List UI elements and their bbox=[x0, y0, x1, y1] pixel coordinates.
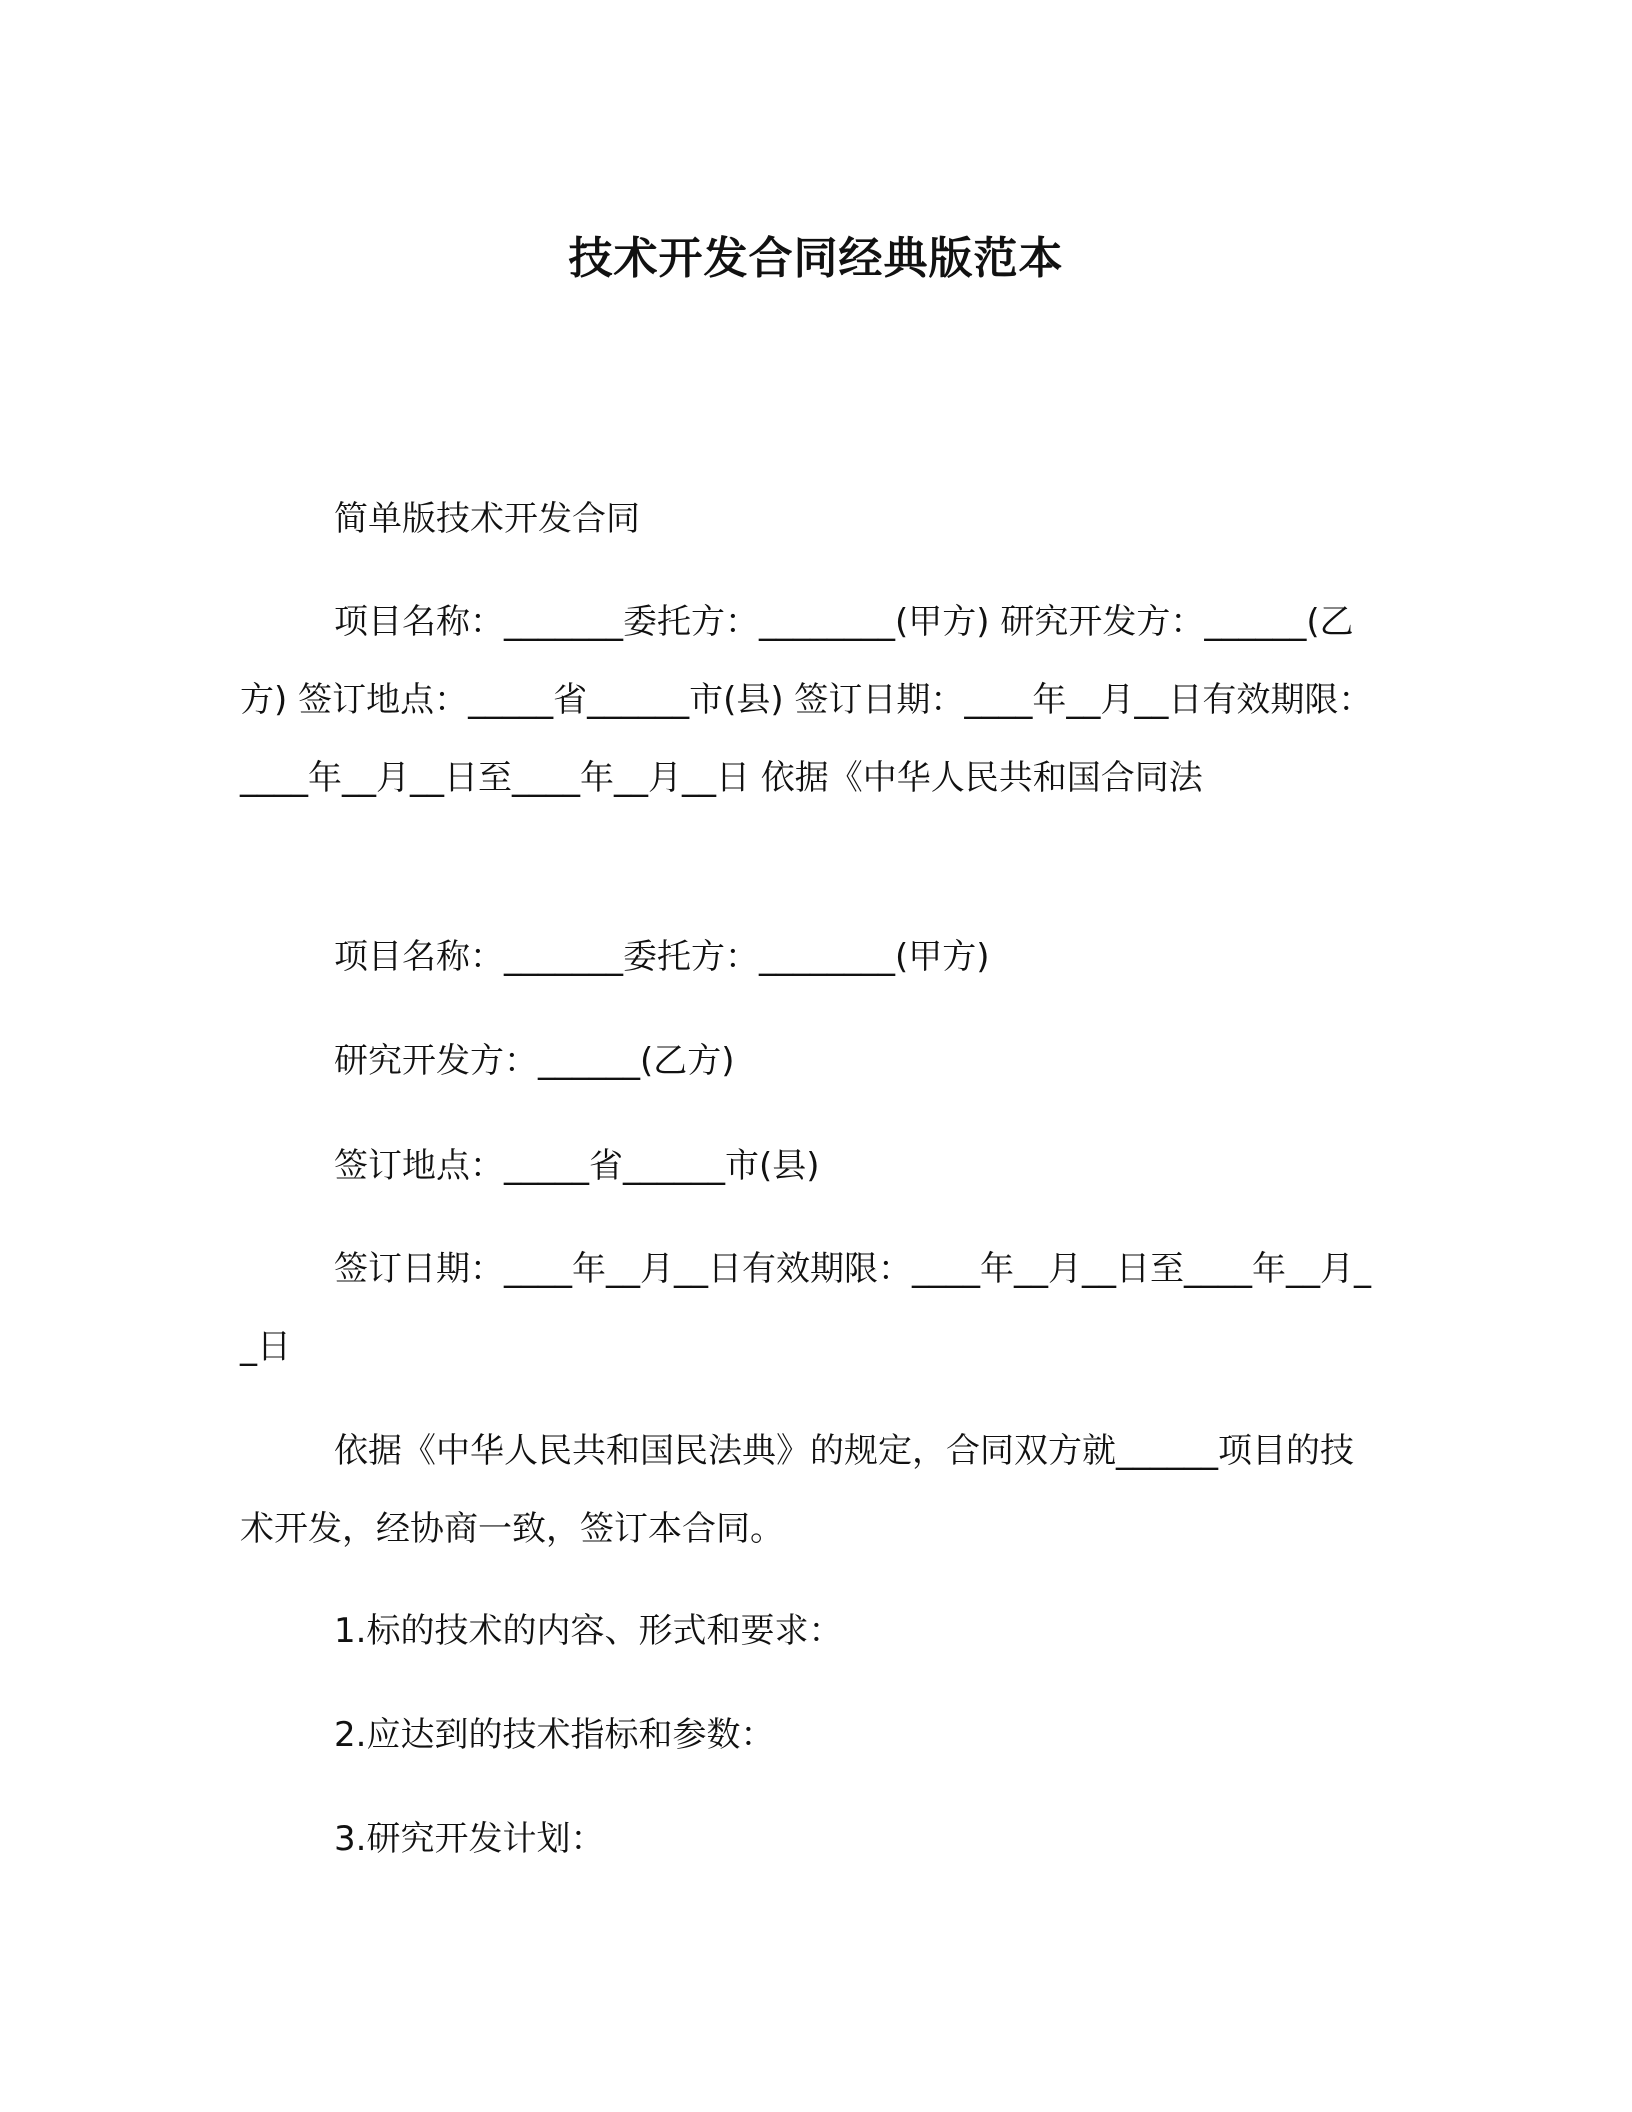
clause-3: 3.研究开发计划： bbox=[334, 1819, 605, 1859]
paragraph-summary: 项目名称：_______委托方：________(甲方) 研究开发方：______(乙方) 签订地点：_____省______市(县) 签订日期：____年__月__日有效期限：____年__月__日至____年__月__日 依据《中华人民共和国合同法 bbox=[240, 602, 1373, 798]
subtitle-paragraph: 简单版技术开发合同 bbox=[334, 499, 640, 539]
paragraph-project-name: 项目名称：_______委托方：________(甲方) bbox=[334, 937, 990, 977]
clause-2: 2.应达到的技术指标和参数： bbox=[334, 1715, 775, 1755]
paragraph-basis: 依据《中华人民共和国民法典》的规定，合同双方就______项目的技术开发，经协商一致，签订本合同。 bbox=[240, 1431, 1354, 1549]
clause-1: 1.标的技术的内容、形式和要求： bbox=[334, 1611, 843, 1651]
paragraph-signing-date: 签订日期：____年__月__日有效期限：____年__月__日至____年__月__日 bbox=[240, 1249, 1371, 1367]
paragraph-developer: 研究开发方：______(乙方) bbox=[334, 1041, 735, 1081]
paragraph-signing-place: 签订地点：_____省______市(县) bbox=[334, 1146, 820, 1186]
document-title: 技术开发合同经典版范本 bbox=[568, 233, 1064, 284]
